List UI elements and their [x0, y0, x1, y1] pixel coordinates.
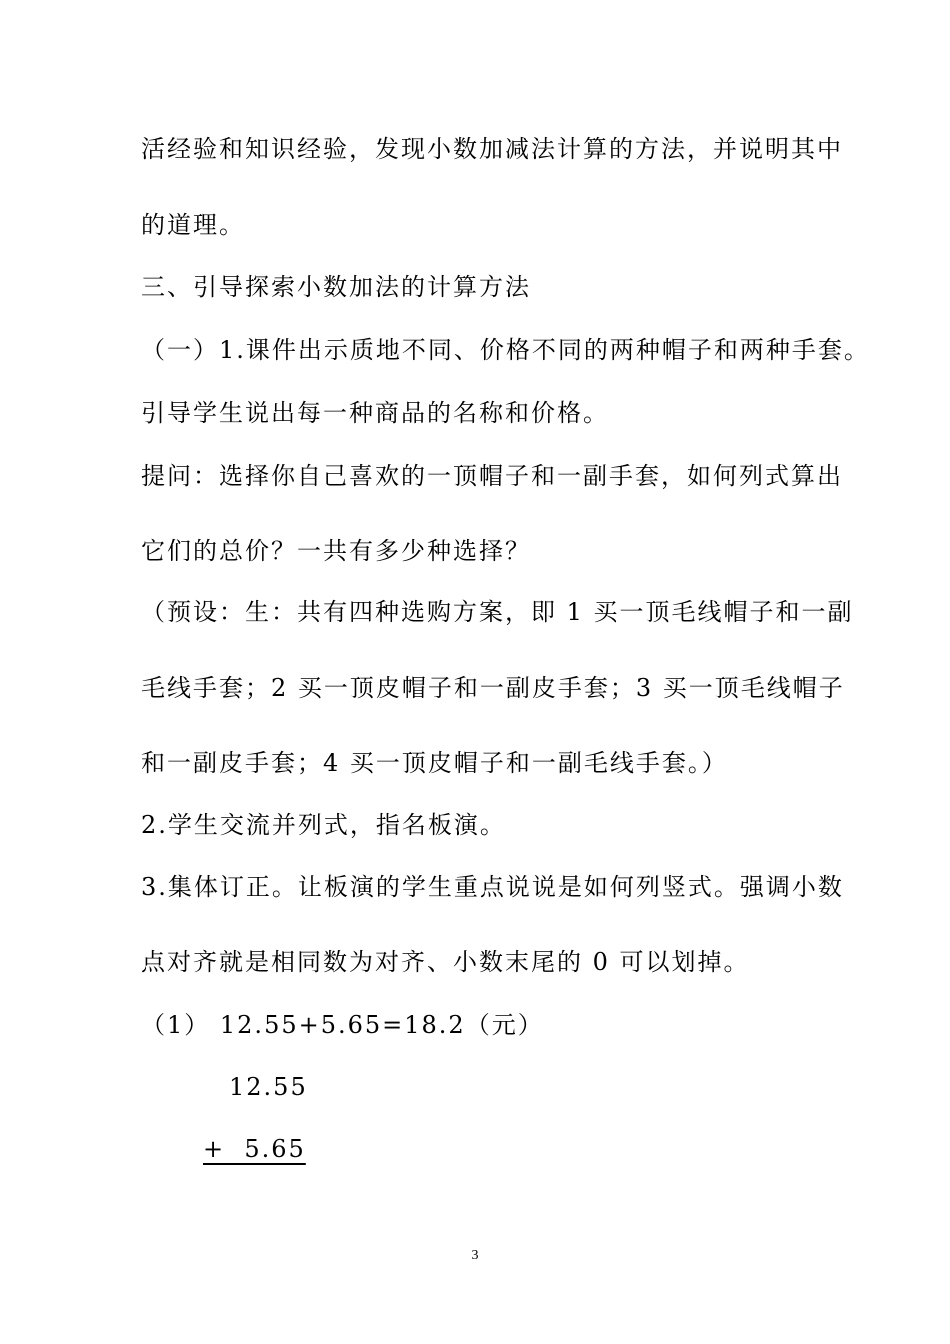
vertical-calc-bottom: + 5.65 — [203, 1135, 306, 1163]
paragraph-line-12: 3.集体订正。让板演的学生重点说说是如何列竖式。强调小数 — [141, 873, 844, 901]
vertical-calc-top: 12.55 — [229, 1073, 308, 1101]
paragraph-line-7: 它们的总价？一共有多少种选择？ — [141, 537, 531, 565]
page-number: 3 — [471, 1248, 479, 1263]
paragraph-line-10: 和一副皮手套；4 买一顶皮帽子和一副毛线手套。） — [141, 749, 728, 777]
section-heading: 三、引导探索小数加法的计算方法 — [141, 273, 531, 301]
paragraph-line-13: 点对齐就是相同数为对齐、小数末尾的 0 可以划掉。 — [141, 948, 750, 976]
paragraph-line-1: 活经验和知识经验，发现小数加减法计算的方法，并说明其中 — [141, 135, 843, 163]
paragraph-line-5: 引导学生说出每一种商品的名称和价格。 — [141, 399, 609, 427]
paragraph-line-9: 毛线手套；2 买一顶皮帽子和一副皮手套；3 买一顶毛线帽子 — [141, 674, 845, 702]
equation-line: （1） 12.55+5.65=18.2（元） — [141, 1011, 544, 1039]
paragraph-line-8: （预设：生：共有四种选购方案，即 1 买一顶毛线帽子和一副 — [141, 598, 854, 626]
paragraph-line-11: 2.学生交流并列式，指名板演。 — [141, 811, 506, 839]
paragraph-line-2: 的道理。 — [141, 211, 245, 239]
paragraph-line-6: 提问：选择你自己喜欢的一顶帽子和一副手套，如何列式算出 — [141, 462, 843, 490]
paragraph-line-4: （一）1.课件出示质地不同、价格不同的两种帽子和两种手套。 — [141, 336, 870, 364]
